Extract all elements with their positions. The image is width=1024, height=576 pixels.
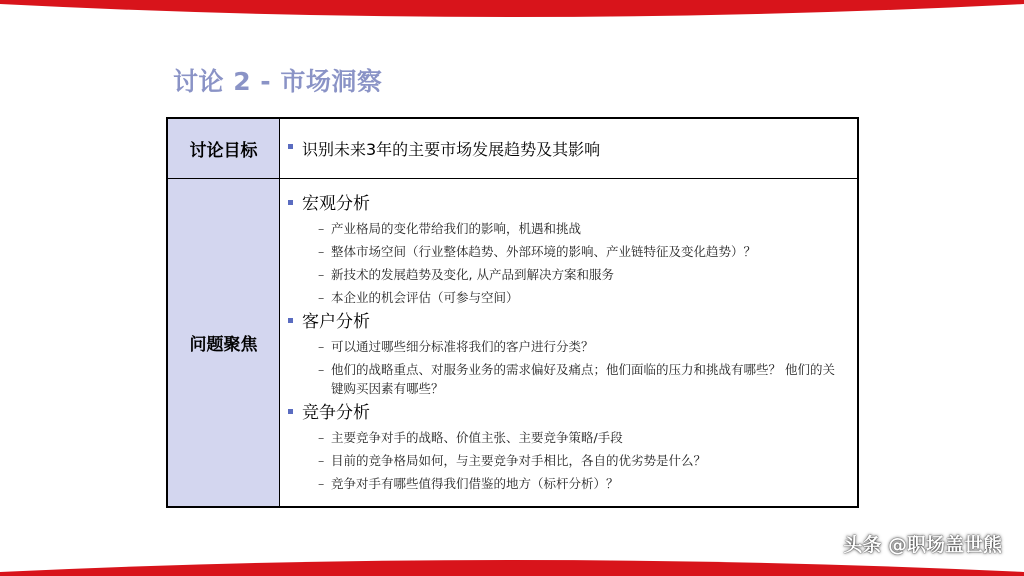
list-item: – 主要竞争对手的战略、价值主张、主要竞争策略/手段	[288, 426, 857, 449]
dash-icon: –	[318, 362, 325, 377]
slide-title: 讨论 2 - 市场洞察	[173, 67, 383, 96]
dash-icon: –	[318, 339, 325, 354]
section-competition	[288, 400, 857, 495]
list-item: – 产业格局的变化带给我们的影响，机遇和挑战	[288, 217, 857, 240]
list-item: – 竞争对手有哪些值得我们借鉴的地方（标杆分析）？	[288, 472, 857, 495]
focus-content	[280, 179, 857, 506]
goal-text: 识别未来3年的主要市场发展趋势及其影响	[302, 140, 601, 159]
bullet-icon	[288, 200, 293, 205]
dash-icon: –	[318, 221, 325, 236]
list-item: – 目前的竞争格局如何，与主要竞争对手相比，各自的优劣势是什么？	[288, 449, 857, 472]
section-customer	[288, 309, 857, 400]
bullet-icon	[288, 318, 293, 323]
watermark: 头条 @职场盖世熊	[843, 534, 1002, 556]
goal-content	[280, 119, 857, 179]
top-red-band	[0, 0, 1024, 22]
bottom-red-band	[0, 554, 1024, 576]
dash-icon: –	[318, 453, 325, 468]
list-item: – 新技术的发展趋势及变化, 从产品到解决方案和服务	[288, 263, 857, 286]
goal-label: 讨论目标	[168, 119, 280, 179]
section-title: 客户分析	[302, 312, 370, 332]
discussion-table	[166, 117, 859, 508]
focus-label: 问题聚焦	[168, 179, 280, 506]
bullet-icon	[288, 144, 293, 149]
dash-icon: –	[318, 290, 325, 305]
list-item: – 可以通过哪些细分标准将我们的客户进行分类？	[288, 335, 857, 358]
list-item: – 本企业的机会评估（可参与空间）	[288, 286, 857, 309]
section-title: 竞争分析	[302, 403, 370, 423]
dash-icon: –	[318, 267, 325, 282]
section-title: 宏观分析	[302, 194, 370, 214]
dash-icon: –	[318, 430, 325, 445]
list-item: – 他们的战略重点、对服务业务的需求偏好及痛点；他们面临的压力和挑战有哪些？ 他们的关键购买因素有哪些？	[318, 362, 835, 396]
dash-icon: –	[318, 476, 325, 491]
list-item: – 整体市场空间（行业整体趋势、外部环境的影响、产业链特征及变化趋势）？	[288, 240, 857, 263]
bullet-icon	[288, 409, 293, 414]
dash-icon: –	[318, 244, 325, 259]
section-macro	[288, 191, 857, 309]
